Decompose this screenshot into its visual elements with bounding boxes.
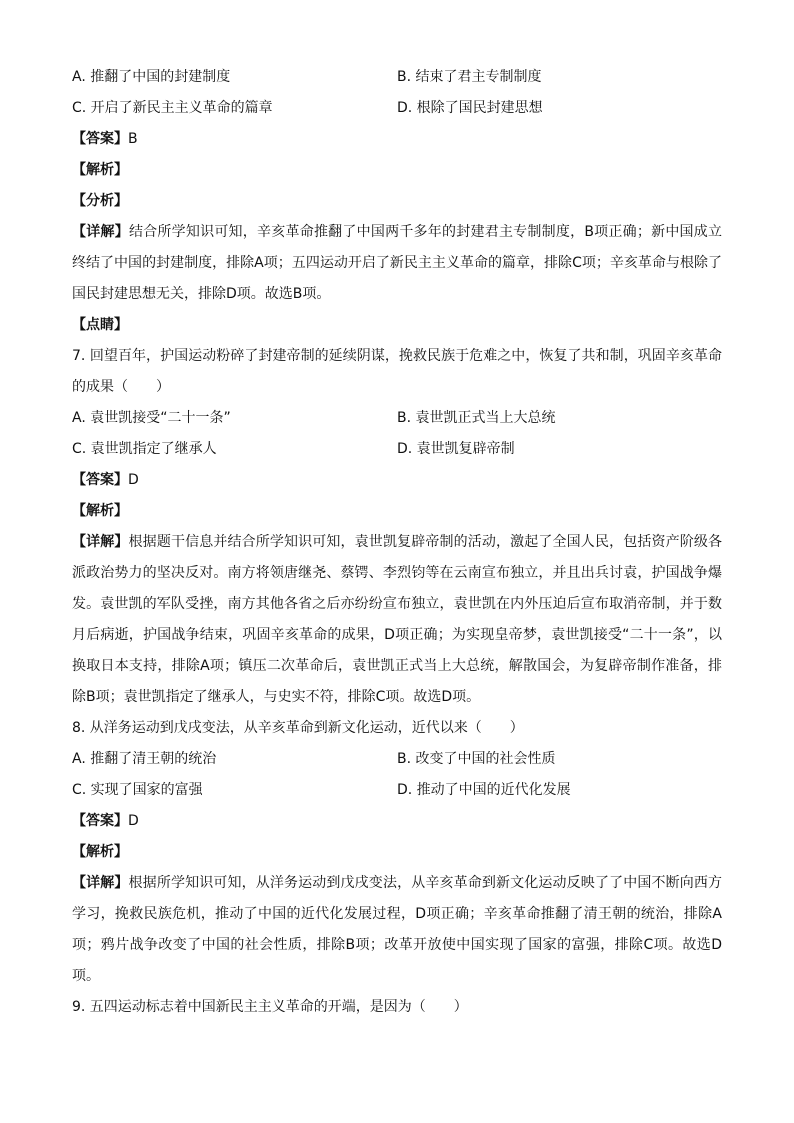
- q6-answer-tag: 【答案】: [72, 131, 128, 147]
- q6-option-c: C. 开启了新民主主义革命的篇章: [72, 100, 273, 116]
- q6-detail-tag: 【详解】: [72, 224, 129, 240]
- q6-detail-text: 结合所学知识可知，辛亥革命推翻了中国两千多年的封建君主专制制度，B项正确；新中国成立终结了中国的封建制度，排除A项；五四运动开启了新民主主义革命的篇章，排除C项；辛亥革命与根除了国民封建思想无关，排除D项。故选B项。: [72, 224, 723, 302]
- q8-answer: [72, 806, 722, 837]
- q7-detail-text: 根据题干信息并结合所学知识可知，袁世凯复辟帝制的活动，激起了全国人民，包括资产阶级各派政治势力的坚决反对。南方将领唐继尧、蔡锷、李烈钧等在云南宣布独立，并且出兵讨袁，护国战争爆发。袁世凯的军队受挫，南方其他各省之后亦纷纷宣布独立，袁世凯在内外压迫后宣布取消帝制，并于数月后病逝，护国战争结束，巩固辛亥革命的成果，D项正确；为实现皇帝梦，袁世凯接受“二十一条”，以换取日本支持，排除A项；镇压二次革命后，袁世凯正式当上大总统，解散国会，为复辟帝制作准备，排除B项；袁世凯指定了继承人，与史实不符，排除C项。故选D项。: [72, 534, 723, 705]
- q7-analysis-tag: 【解析】: [72, 503, 128, 519]
- q7-option-b: B. 袁世凯正式当上大总统: [397, 410, 556, 426]
- q8-analysis-tag: 【解析】: [72, 844, 128, 860]
- q6-answer: [72, 124, 722, 155]
- q7-answer-value: D: [128, 472, 139, 488]
- q7-option-d: D. 袁世凯复辟帝制: [397, 441, 515, 457]
- q7-detail-tag: 【详解】: [72, 534, 129, 550]
- q6-option-d: D. 根除了国民封建思想: [397, 100, 543, 116]
- q7-stem: 7. 回望百年，护国运动粉碎了封建帝制的延续阴谋，挽救民族于危难之中，恢复了共和制，巩固辛亥革命的成果（ ）: [72, 348, 722, 395]
- q6-detail: [72, 217, 722, 310]
- q7-option-c: C. 袁世凯指定了继承人: [72, 441, 217, 457]
- q8-option-b: B. 改变了中国的社会性质: [397, 751, 556, 767]
- q6-option-b: B. 结束了君主专制制度: [397, 69, 542, 85]
- q8-options-row2: [72, 775, 722, 806]
- q9-stem: 9. 五四运动标志着中国新民主主义革命的开端，是因为（ ）: [72, 999, 468, 1015]
- q6-options-row1: [72, 62, 722, 93]
- q6-fenxi-tag: 【分析】: [72, 193, 128, 209]
- q8-answer-value: D: [128, 813, 139, 829]
- q7-option-a: A. 袁世凯接受“二十一条”: [72, 410, 231, 426]
- q6-answer-value: B: [128, 131, 138, 147]
- q8-option-c: C. 实现了国家的富强: [72, 782, 203, 798]
- q8-option-a: A. 推翻了清王朝的统治: [72, 751, 217, 767]
- q8-stem: 8. 从洋务运动到戊戌变法，从辛亥革命到新文化运动，近代以来（ ）: [72, 720, 524, 736]
- q7-options-row1: [72, 403, 722, 434]
- q8-detail-tag: 【详解】: [72, 875, 129, 891]
- q6-option-a: A. 推翻了中国的封建制度: [72, 69, 231, 85]
- q7-answer: [72, 465, 722, 496]
- q6-dianjing-tag: 【点睛】: [72, 317, 128, 333]
- q8-detail: [72, 868, 722, 992]
- q7-detail: [72, 527, 722, 713]
- q8-detail-text: 根据所学知识可知，从洋务运动到戊戌变法，从辛亥革命到新文化运动反映了了中国不断向西方学习，挽救民族危机，推动了中国的近代化发展过程，D项正确；辛亥革命推翻了清王朝的统治，排除A项；鸦片战争改变了中国的社会性质，排除B项；改革开放使中国实现了国家的富强，排除C项。故选D项。: [72, 875, 723, 984]
- q6-analysis-tag: 【解析】: [72, 162, 128, 178]
- q8-option-d: D. 推动了中国的近代化发展: [397, 782, 571, 798]
- document-page: [72, 62, 722, 1023]
- q7-answer-tag: 【答案】: [72, 472, 128, 488]
- q7-options-row2: [72, 434, 722, 465]
- q8-answer-tag: 【答案】: [72, 813, 128, 829]
- q6-options-row2: [72, 93, 722, 124]
- q8-options-row1: [72, 744, 722, 775]
